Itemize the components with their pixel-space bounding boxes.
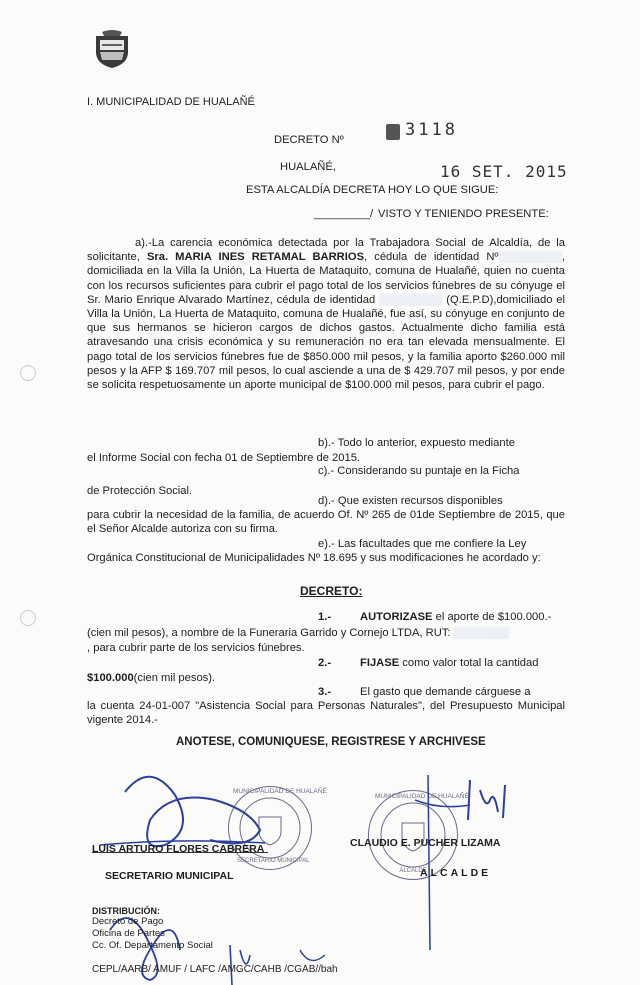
- secretary-name: LUIS ARTURO FLORES CABRERA: [92, 843, 265, 855]
- item-2-text-1: como valor total la cantidad: [399, 657, 539, 669]
- decreto-number: 3118: [405, 120, 458, 140]
- seal-mayor-inner: ALCALDE: [399, 868, 427, 874]
- distribution-heading: DISTRIBUCIÓN:: [92, 906, 160, 916]
- seal-secretary-text: MUNICIPALIDAD DE HUALAÑÉ: [233, 788, 327, 795]
- paragraph-c-line1: c).- Considerando su puntaje en la Ficha: [318, 465, 520, 477]
- distribution-item: Oficina de Partes: [92, 928, 165, 939]
- paragraph-e-line1: e).- Las facultades que me confiere la Ley: [318, 538, 527, 550]
- place-label: HUALAÑÉ,: [280, 161, 336, 173]
- punch-hole: [20, 365, 36, 381]
- mayor-name: CLAUDIO E. PUCHER LIZAMA: [350, 837, 501, 849]
- item-1-line3: , para cubrir parte de los servicios fúnebres.: [87, 642, 305, 654]
- redacted-id: ▒▒▒▒▒▒▒▒: [498, 251, 562, 264]
- decree-preamble: ESTA ALCALDÍA DECRETA HOY LO QUE SIGUE:: [246, 184, 499, 196]
- item-2-number: 2.-: [318, 657, 332, 669]
- visto-heading: VISTO Y TENIENDO PRESENTE:: [378, 208, 549, 220]
- item-2-line2: [87, 671, 215, 685]
- paragraph-d-line2: para cubrir la necesidad de la familia, de acuerdo Of. Nº 265 de 01de Septiembre de 2015, que el Señor Alcalde autoriza con su firma.: [87, 509, 565, 536]
- item-2-text-2: (cien mil pesos).: [133, 672, 216, 684]
- item-1-line2: [87, 626, 509, 640]
- applicant-name: Sra. MARIA INES RETAMAL BARRIOS: [146, 251, 365, 264]
- stamp-mark: [386, 124, 400, 140]
- para-a-text-1: a).-La carencia económica detectada por la Trabajadora Social de Alcaldía, de la solicitante,: [87, 237, 565, 264]
- item-3-number: 3.-: [318, 686, 332, 698]
- item-3-line1: El gasto que demande cárguese a: [360, 686, 531, 698]
- item-2-amount: $100.000: [87, 672, 134, 684]
- para-a-text-2: , cédula de identidad Nº: [364, 251, 499, 264]
- seal-secretary: [228, 786, 327, 870]
- item-1-text-2: (cien mil pesos), a nombre de la Funeraria Garrido y Cornejo LTDA, RUT:: [87, 627, 451, 639]
- paragraph-b-line2: el Informe Social con fecha 01 de Septiembre de 2015.: [87, 452, 361, 464]
- mayor-role: ALCALDE: [420, 867, 492, 879]
- item-2-verb: FIJASE: [360, 657, 400, 669]
- date-stamp: 16 SET. 2015: [440, 162, 568, 181]
- item-1-number: 1.-: [318, 611, 332, 623]
- initials-line: CEPL/AARB/ AMUF / LAFC /AMGC/CAHB /CGAB//bah: [92, 964, 338, 975]
- item-1-text-1: el aporte de $100.000.-: [432, 611, 552, 623]
- distribution-item: Cc. Of. Departamento Social: [92, 940, 213, 951]
- closing-formula: ANOTESE, COMUNIQUESE, REGISTRESE Y ARCHIVESE: [176, 736, 486, 748]
- paragraph-b-line1: b).- Todo lo anterior, expuesto mediante: [318, 437, 515, 449]
- redacted-id: ▒▒▒▒▒▒▒▒: [375, 293, 443, 306]
- decreto-label: DECRETO Nº: [274, 134, 344, 146]
- seal-secretary-inner: SECRETARIO MUNICIPAL: [237, 858, 310, 864]
- paragraph-c-line2: de Protección Social.: [87, 485, 193, 497]
- item-1-verb: AUTORIZASE: [360, 611, 433, 623]
- item-2-line1: [360, 656, 538, 670]
- redacted-rut: ▒▒▒▒▒▒▒: [450, 627, 510, 639]
- paragraph-d-line1: d).- Que existen recursos disponibles: [318, 495, 503, 507]
- item-1-line1: [360, 610, 551, 624]
- para-a-text-3: , domiciliada en la Villa la Unión, La Huerta de Mataquito, comuna de Hualañé, quien no cuenta con los recursos suficientes para cubrir el pago total de los servicios fúnebres de su cónyuge el Sr. Mario Enrique Alvarado Martínez, cédula de identidad: [87, 251, 566, 306]
- seal-mayor-text: MUNICIPALIDAD DE HUALAÑÉ: [375, 793, 469, 800]
- para-a-text-4: (Q.E.P.D),domiciliado el Villa la Unión, La Huerta de Mataquito, comuna de Hualañé, fue así, su cónyuge en conjunto de que sus hermanos se hicieron cargos de dichos gastos. Actualmente dicho familia está atravesando una crisis económica y su remuneración no era tan elevada mensualmente. El pago total de los servicios fúnebres fue de $850.000 mil pesos, y la familia aporto $260.000 mil pesos y la AFP $ 169.707 mil pesos, lo cual asciende a una de $ 429.707 mil pesos, y por ende se solicita respetuosamente un aporte municipal de $100.000 mil pesos, para cubrir el pago.: [87, 293, 565, 392]
- item-3-line2: la cuenta 24-01-007 "Asistencia Social para Personas Naturales", del Presupuesto Municipal vigente 2014.-: [87, 700, 565, 727]
- distribution-item: Decreto de Pago: [92, 916, 164, 927]
- punch-hole: [20, 610, 36, 626]
- decreto-heading: DECRETO:: [300, 584, 363, 598]
- secretary-role: SECRETARIO MUNICIPAL: [105, 870, 234, 882]
- municipal-coat-of-arms: [92, 30, 132, 70]
- paragraph-a: [87, 236, 565, 392]
- paragraph-e-line2: Orgánica Constitucional de Municipalidades Nº 18.695 y sus modificaciones he acordado y:: [87, 552, 541, 564]
- visto-blank: _________/: [314, 208, 374, 220]
- municipality-name: I. MUNICIPALIDAD DE HUALAÑÉ: [87, 96, 255, 108]
